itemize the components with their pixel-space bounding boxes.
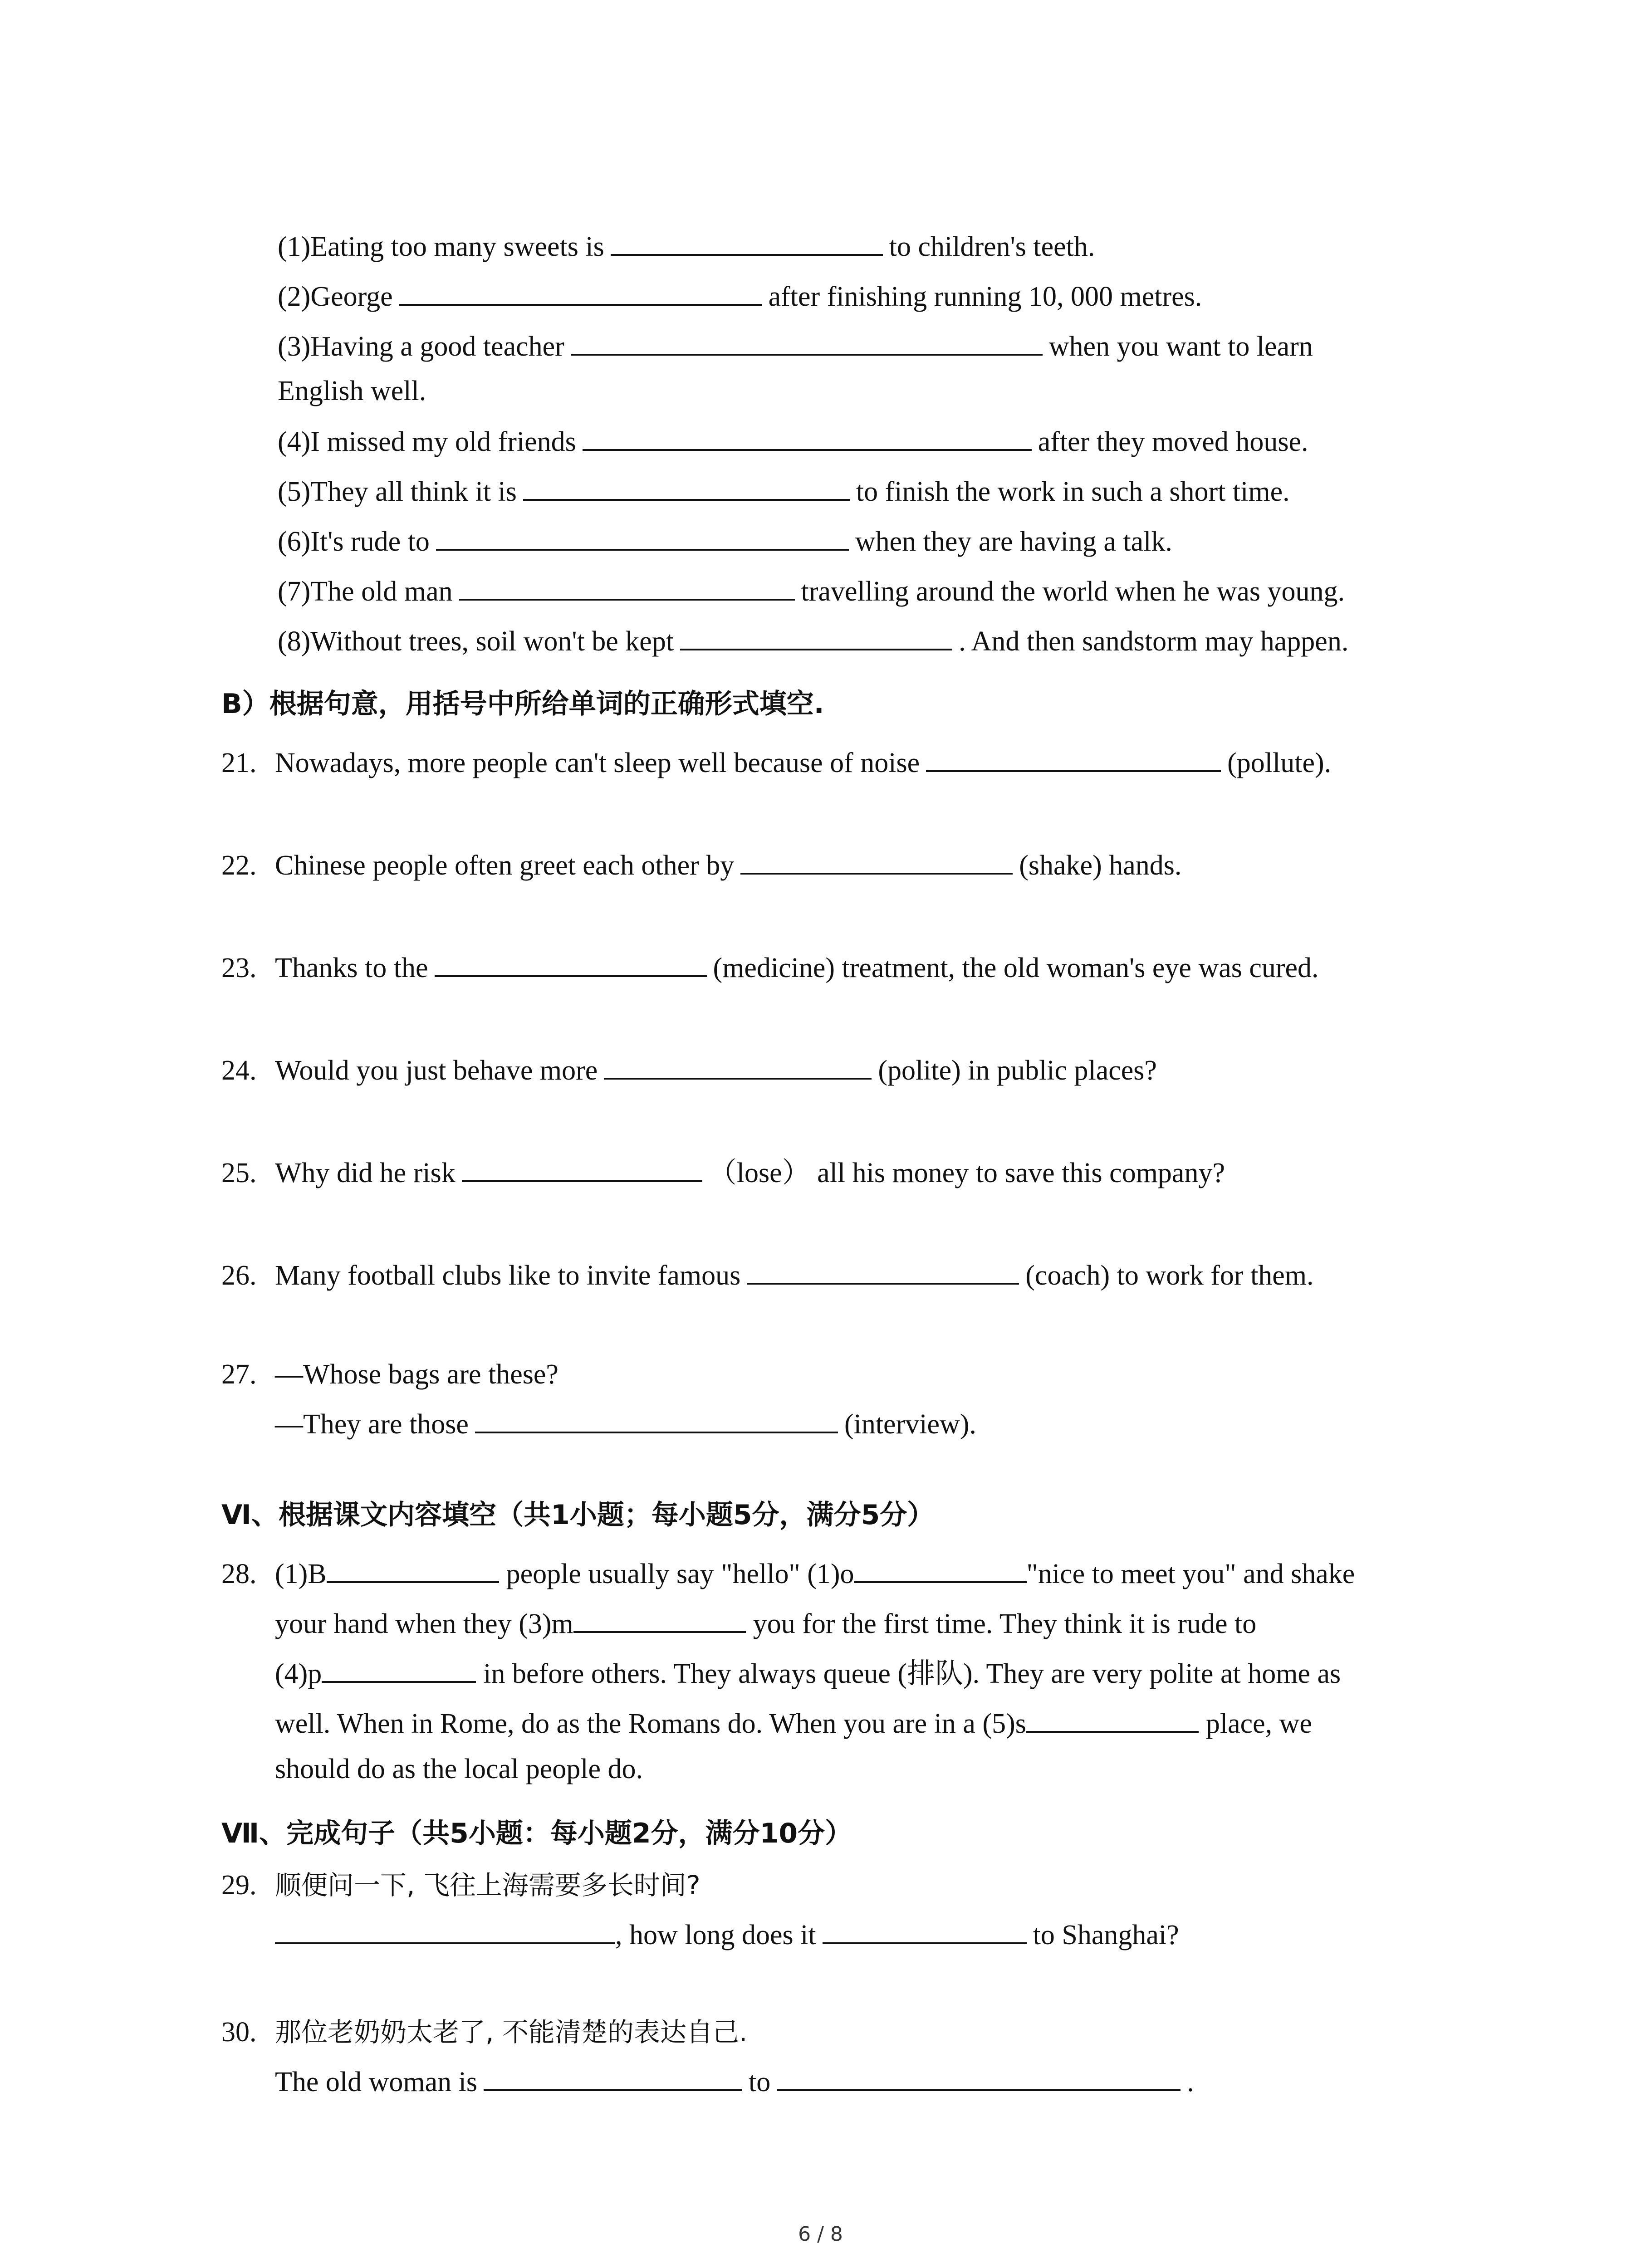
item-text: (3)Having a good teacher xyxy=(278,331,564,362)
answer-blank[interactable] xyxy=(573,1608,746,1633)
answer-blank[interactable] xyxy=(475,1408,838,1433)
item-text: English well. xyxy=(278,376,426,406)
sentence-text: . xyxy=(1187,2067,1194,2097)
question-number: 23. xyxy=(221,953,257,983)
question-hint: (polite) in public places? xyxy=(878,1055,1157,1086)
answer-blank[interactable] xyxy=(322,1657,476,1683)
item-text: when they are having a talk. xyxy=(855,526,1172,557)
question-28-line-2 xyxy=(275,1606,1256,1642)
answer-blank[interactable] xyxy=(777,2066,1181,2091)
question-24 xyxy=(221,1052,1157,1089)
sentence-text: The old woman is xyxy=(275,2067,477,2097)
question-28-line-4 xyxy=(275,1706,1312,1742)
part-a-item-3 xyxy=(278,328,1313,365)
answer-blank[interactable] xyxy=(327,1558,499,1583)
item-text: to finish the work in such a short time. xyxy=(856,476,1290,507)
part-a-item-6 xyxy=(278,523,1172,560)
answer-blank[interactable] xyxy=(1026,1707,1199,1733)
question-hint: (pollute). xyxy=(1227,748,1332,778)
part-a-item-8 xyxy=(278,623,1348,660)
section-7-heading: Ⅶ、完成句子（共5小题：每小题2分，满分10分） xyxy=(221,1818,852,1849)
section-6-heading: Ⅵ、根据课文内容填空（共1小题；每小题5分，满分5分） xyxy=(221,1499,935,1531)
question-23 xyxy=(221,950,1319,986)
question-text: —Whose bags are these? xyxy=(275,1359,558,1390)
answer-blank[interactable] xyxy=(399,280,762,306)
question-hint: （lose） all his money to save this company? xyxy=(708,1158,1225,1188)
item-text: (5)They all think it is xyxy=(278,476,517,507)
item-text: (7)The old man xyxy=(278,576,453,607)
passage-text: you for the first time. They think it is rude to xyxy=(753,1608,1257,1639)
question-hint: (coach) to work for them. xyxy=(1025,1260,1314,1291)
question-text: Nowadays, more people can't sleep well because of noise xyxy=(275,748,920,778)
answer-blank[interactable] xyxy=(854,1558,1027,1583)
question-number: 25. xyxy=(221,1158,257,1188)
question-29 xyxy=(221,1867,700,1903)
question-hint: (medicine) treatment, the old woman's eye was cured. xyxy=(713,953,1319,983)
part-a-item-7 xyxy=(278,573,1345,610)
question-number: 28. xyxy=(221,1559,257,1589)
answer-blank[interactable] xyxy=(484,2066,742,2091)
passage-text: place, we xyxy=(1205,1708,1312,1739)
question-number: 27. xyxy=(221,1359,257,1390)
item-text: . And then sandstorm may happen. xyxy=(959,626,1349,657)
item-text: (1)Eating too many sweets is xyxy=(278,231,604,262)
item-text: after they moved house. xyxy=(1038,426,1308,457)
part-a-item-2 xyxy=(278,279,1202,315)
part-a-item-5 xyxy=(278,474,1290,510)
answer-blank[interactable] xyxy=(740,849,1013,875)
page-number: 6 / 8 xyxy=(798,2223,843,2246)
question-25 xyxy=(221,1155,1225,1191)
question-text: Would you just behave more xyxy=(275,1055,598,1086)
answer-blank[interactable] xyxy=(435,952,707,977)
answer-blank[interactable] xyxy=(680,625,952,650)
question-22 xyxy=(221,847,1181,884)
item-text: (8)Without trees, soil won't be kept xyxy=(278,626,674,657)
answer-blank[interactable] xyxy=(459,575,795,601)
question-number: 24. xyxy=(221,1055,257,1086)
passage-text: people usually say "hello" (1)o xyxy=(506,1559,854,1589)
question-number: 26. xyxy=(221,1260,257,1291)
part-a-item-3-continuation xyxy=(278,373,426,409)
answer-blank[interactable] xyxy=(747,1259,1019,1285)
passage-text: in before others. They always queue (排队). They are very polite at home as xyxy=(483,1658,1341,1689)
passage-text: well. When in Rome, do as the Romans do. When you are in a (5)s xyxy=(275,1708,1026,1739)
chinese-prompt: 那位老奶奶太老了, 不能清楚的表达自己. xyxy=(275,2017,748,2048)
part-a-item-1 xyxy=(278,229,1095,265)
sentence-text: to Shanghai? xyxy=(1033,1920,1179,1950)
question-text: Thanks to the xyxy=(275,953,428,983)
answer-blank[interactable] xyxy=(436,525,849,551)
question-28-line-3 xyxy=(275,1656,1341,1692)
answer-blank[interactable] xyxy=(823,1919,1027,1944)
question-27-answer-line xyxy=(275,1406,976,1442)
question-21 xyxy=(221,745,1331,781)
item-text: (6)It's rude to xyxy=(278,526,430,557)
question-number: 21. xyxy=(221,748,257,778)
question-26 xyxy=(221,1257,1314,1294)
section-b-heading: B）根据句意，用括号中所给单词的正确形式填空. xyxy=(221,688,824,720)
question-27 xyxy=(221,1356,558,1393)
passage-text: (1)B xyxy=(275,1559,327,1589)
question-hint: (shake) hands. xyxy=(1019,850,1182,881)
answer-blank[interactable] xyxy=(571,330,1043,356)
question-number: 22. xyxy=(221,850,257,881)
item-text: (4)I missed my old friends xyxy=(278,426,576,457)
passage-text: should do as the local people do. xyxy=(275,1754,643,1784)
item-text: when you want to learn xyxy=(1048,331,1313,362)
question-text: Chinese people often greet each other by xyxy=(275,850,735,881)
answer-blank[interactable] xyxy=(611,230,883,256)
item-text: (2)George xyxy=(278,281,393,312)
question-text: Many football clubs like to invite famous xyxy=(275,1260,741,1291)
answer-blank[interactable] xyxy=(604,1054,872,1080)
item-text: after finishing running 10, 000 metres. xyxy=(768,281,1202,312)
chinese-prompt: 顺便问一下, 飞往上海需要多长时间? xyxy=(275,1870,700,1901)
question-text: Why did he risk xyxy=(275,1158,456,1188)
question-number: 29. xyxy=(221,1870,257,1901)
question-30-answer-line xyxy=(275,2064,1194,2100)
passage-text: (4)p xyxy=(275,1658,322,1689)
question-28-line-1 xyxy=(221,1556,1355,1592)
answer-blank[interactable] xyxy=(275,1919,615,1944)
question-29-answer-line xyxy=(275,1917,1179,1953)
question-28-line-5 xyxy=(275,1751,643,1787)
item-text: travelling around the world when he was young. xyxy=(801,576,1345,607)
sentence-text: , how long does it xyxy=(615,1920,816,1950)
passage-text: your hand when they (3)m xyxy=(275,1608,573,1639)
question-number: 30. xyxy=(221,2017,257,2048)
item-text: to children's teeth. xyxy=(889,231,1095,262)
answer-blank[interactable] xyxy=(583,425,1032,451)
passage-text: "nice to meet you" and shake xyxy=(1026,1559,1355,1589)
answer-blank[interactable] xyxy=(523,475,850,501)
part-a-item-4 xyxy=(278,424,1308,460)
sentence-text: to xyxy=(749,2067,771,2097)
question-text: —They are those xyxy=(275,1409,469,1440)
answer-blank[interactable] xyxy=(926,747,1221,772)
answer-blank[interactable] xyxy=(462,1157,702,1182)
question-hint: (interview). xyxy=(844,1409,976,1440)
question-30 xyxy=(221,2014,747,2050)
